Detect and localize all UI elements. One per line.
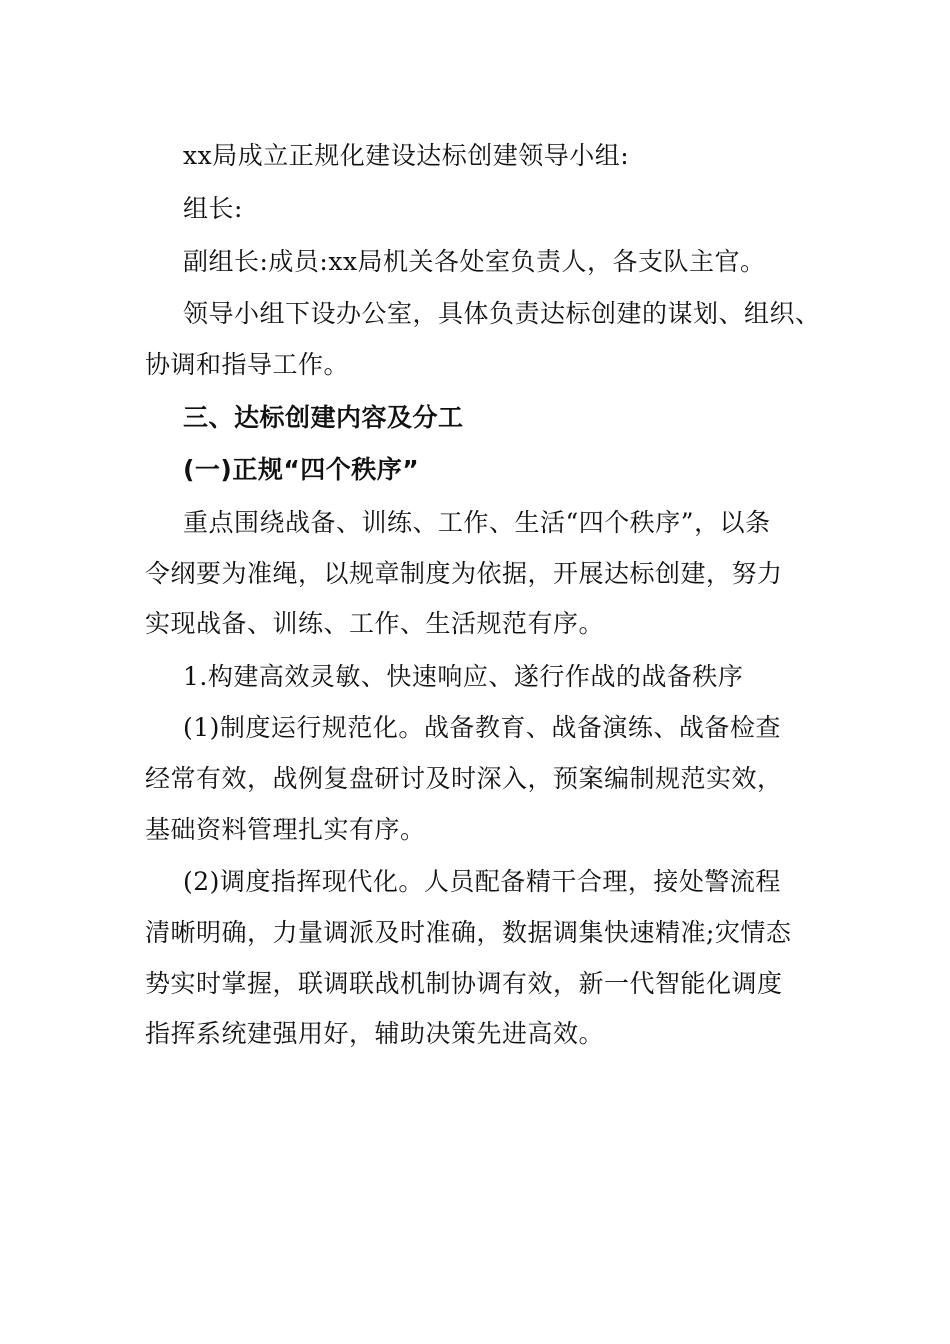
paragraph-line-10: (1)制度运行规范化。战备教育、战备演练、战备检查 bbox=[183, 713, 781, 742]
paragraph-line-7: 令纲要为准绳，以规章制度为依据，开展达标创建，努力 bbox=[145, 559, 783, 588]
paragraph-line-15: 势实时掌握，联调联战机制协调有效，新一代智能化调度 bbox=[145, 969, 783, 998]
subsection-heading: (一)正规“四个秩序” bbox=[183, 455, 420, 484]
paragraph-line-9: 1.构建高效灵敏、快速响应、遂行作战的战备秩序 bbox=[183, 662, 744, 691]
paragraph-line-1: xx局成立正规化建设达标创建领导小组: bbox=[183, 141, 630, 170]
paragraph-line-3: 副组长:成员:xx局机关各处室负责人，各支队主官。 bbox=[183, 247, 766, 276]
paragraph-line-8: 实现战备、训练、工作、生活规范有序。 bbox=[145, 609, 605, 638]
paragraph-line-16: 指挥系统建强用好，辅助决策先进高效。 bbox=[145, 1019, 605, 1048]
paragraph-line-11: 经常有效，战例复盘研讨及时深入，预案编制规范实效， bbox=[145, 764, 783, 793]
paragraph-line-5: 协调和指导工作。 bbox=[145, 350, 350, 379]
paragraph-line-13: (2)调度指挥现代化。人员配备精干合理，接处警流程 bbox=[183, 867, 781, 896]
paragraph-line-6: 重点围绕战备、训练、工作、生活“四个秩序”，以条 bbox=[183, 508, 771, 537]
paragraph-line-12: 基础资料管理扎实有序。 bbox=[145, 815, 426, 844]
section-heading: 三、达标创建内容及分工 bbox=[183, 403, 464, 432]
paragraph-line-4: 领导小组下设办公室，具体负责达标创建的谋划、组织、 bbox=[183, 299, 821, 328]
paragraph-line-14: 清晰明确，力量调派及时准确，数据调集快速精准;灾情态 bbox=[145, 918, 792, 947]
paragraph-line-2: 组长: bbox=[183, 194, 243, 223]
